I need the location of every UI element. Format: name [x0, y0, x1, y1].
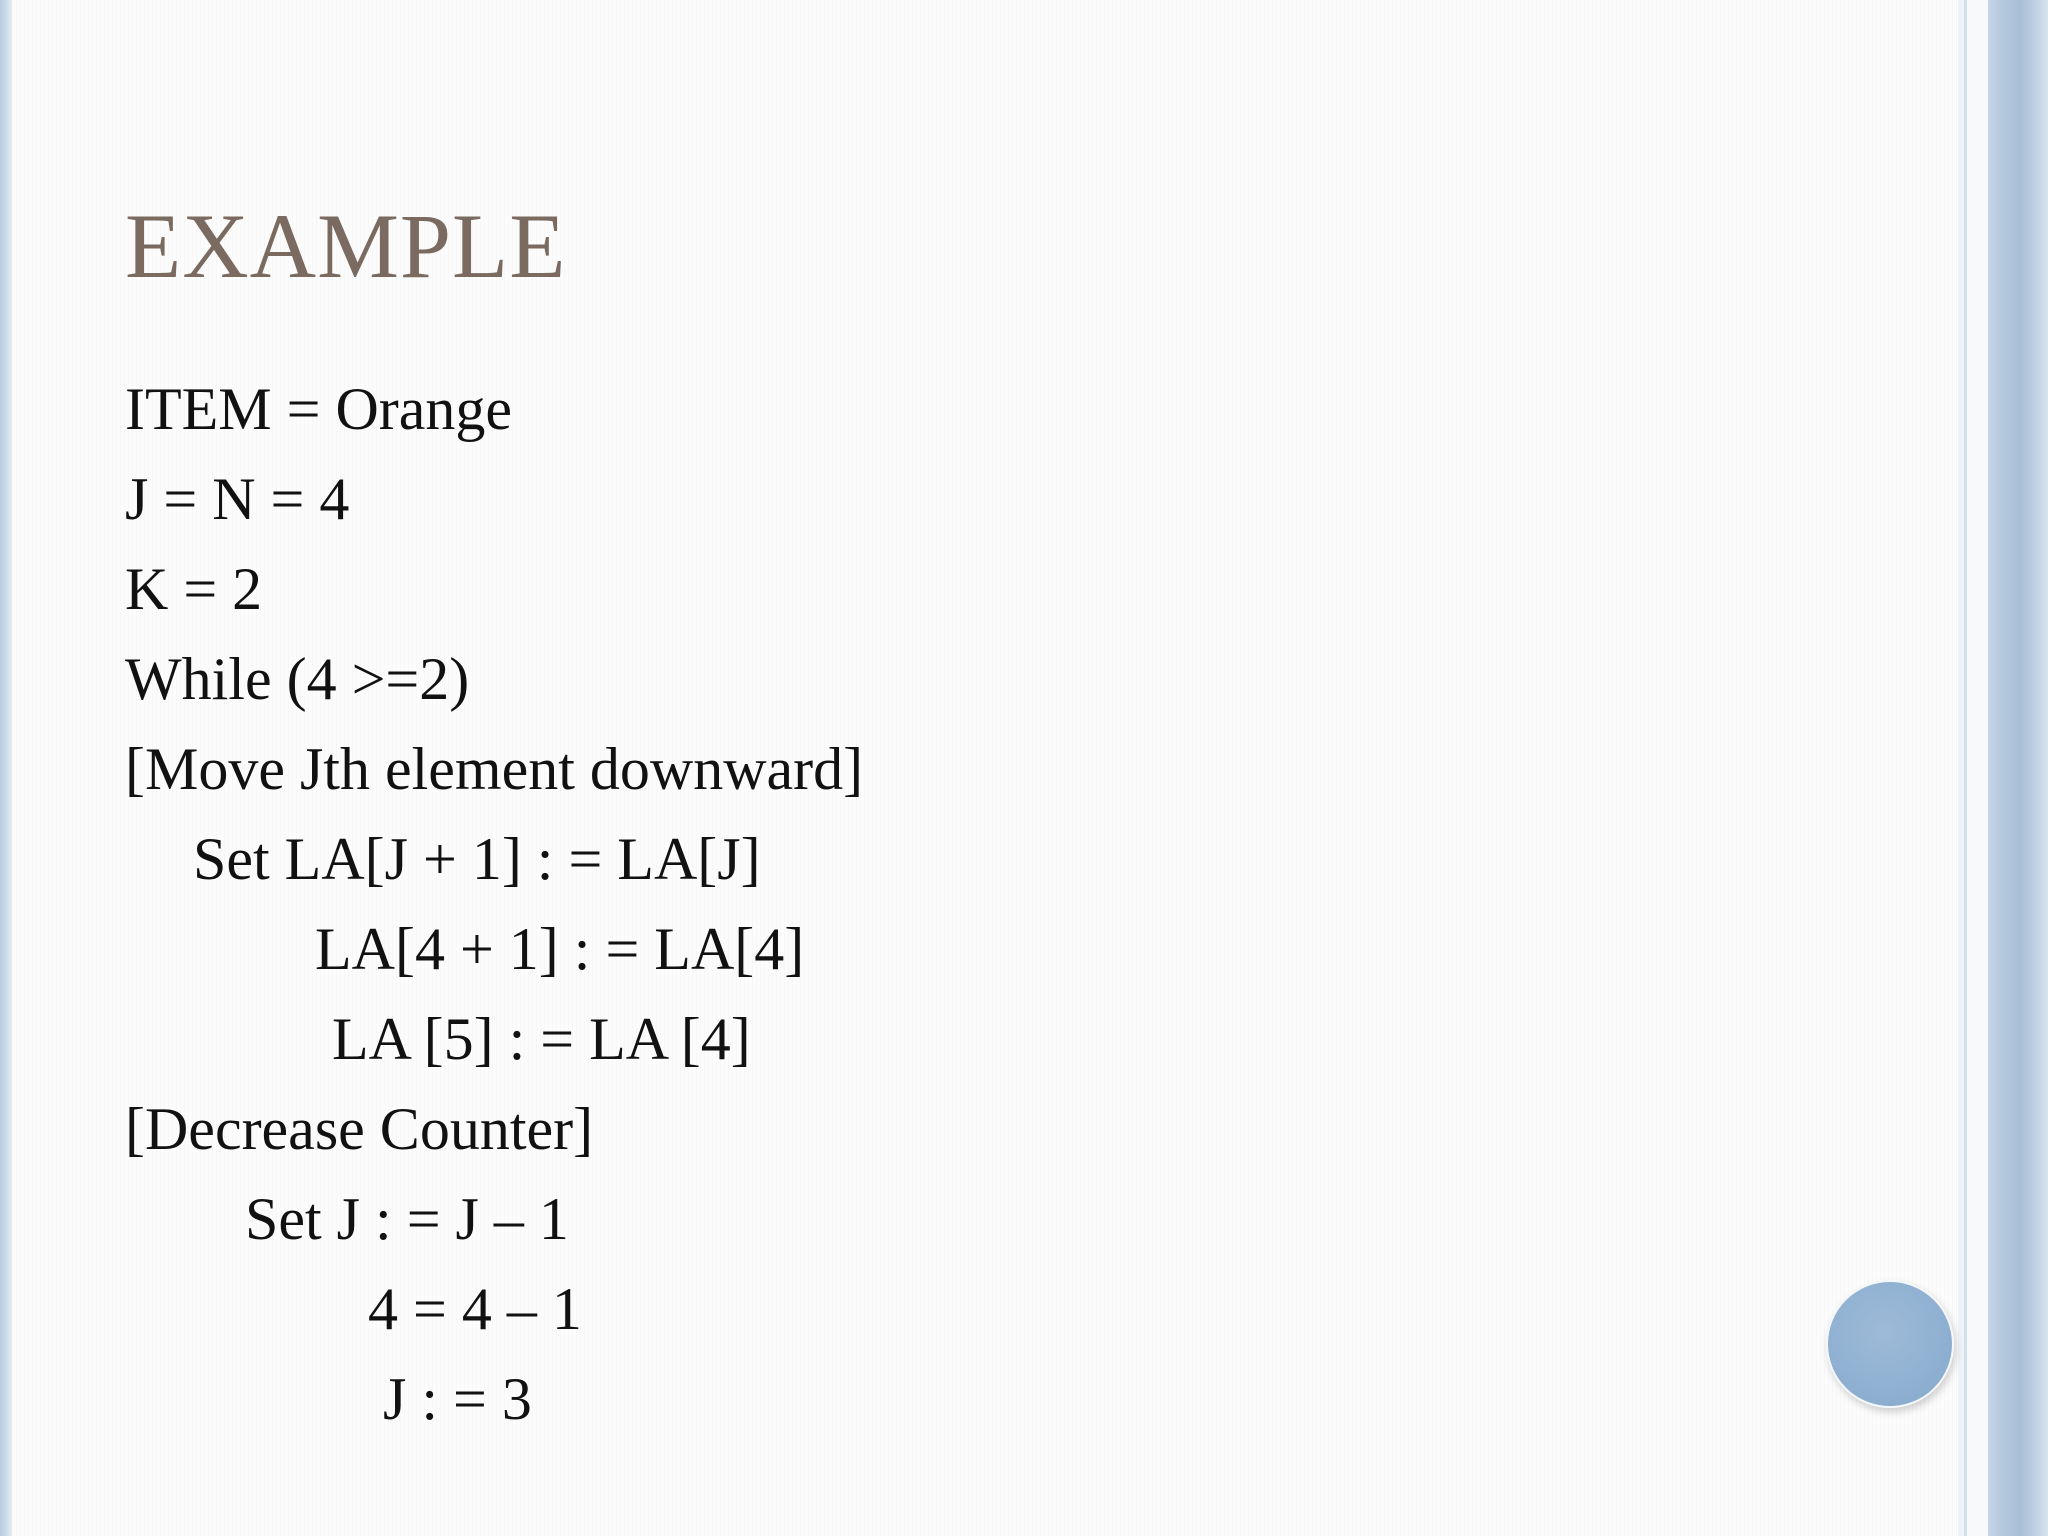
- body-line-item: ITEM = Orange: [125, 376, 513, 442]
- body-line-la-4-plus-1: LA[4 + 1] : = LA[4]: [315, 916, 805, 982]
- body-line-k: K = 2: [125, 556, 263, 622]
- body-line-set-la: Set LA[J + 1] : = LA[J]: [193, 826, 761, 892]
- slide-title: EXAMPLE: [125, 195, 567, 297]
- body-line-j-eq-3: J : = 3: [383, 1366, 532, 1432]
- body-line-set-j: Set J : = J – 1: [245, 1186, 569, 1252]
- slide-nav-button[interactable]: [1826, 1280, 1954, 1408]
- body-line-move-comment: [Move Jth element downward]: [125, 736, 864, 802]
- slide-body: [125, 374, 863, 1454]
- body-line-while: While (4 >=2): [125, 646, 470, 712]
- body-line-j-n: J = N = 4: [125, 466, 350, 532]
- left-border-stripe: [0, 0, 12, 1536]
- body-line-la-5: LA [5] : = LA [4]: [332, 1006, 751, 1072]
- body-line-decrease-comment: [Decrease Counter]: [125, 1096, 594, 1162]
- body-line-4-eq-4-minus-1: 4 = 4 – 1: [368, 1276, 582, 1342]
- right-decorative-band: [1958, 0, 2048, 1536]
